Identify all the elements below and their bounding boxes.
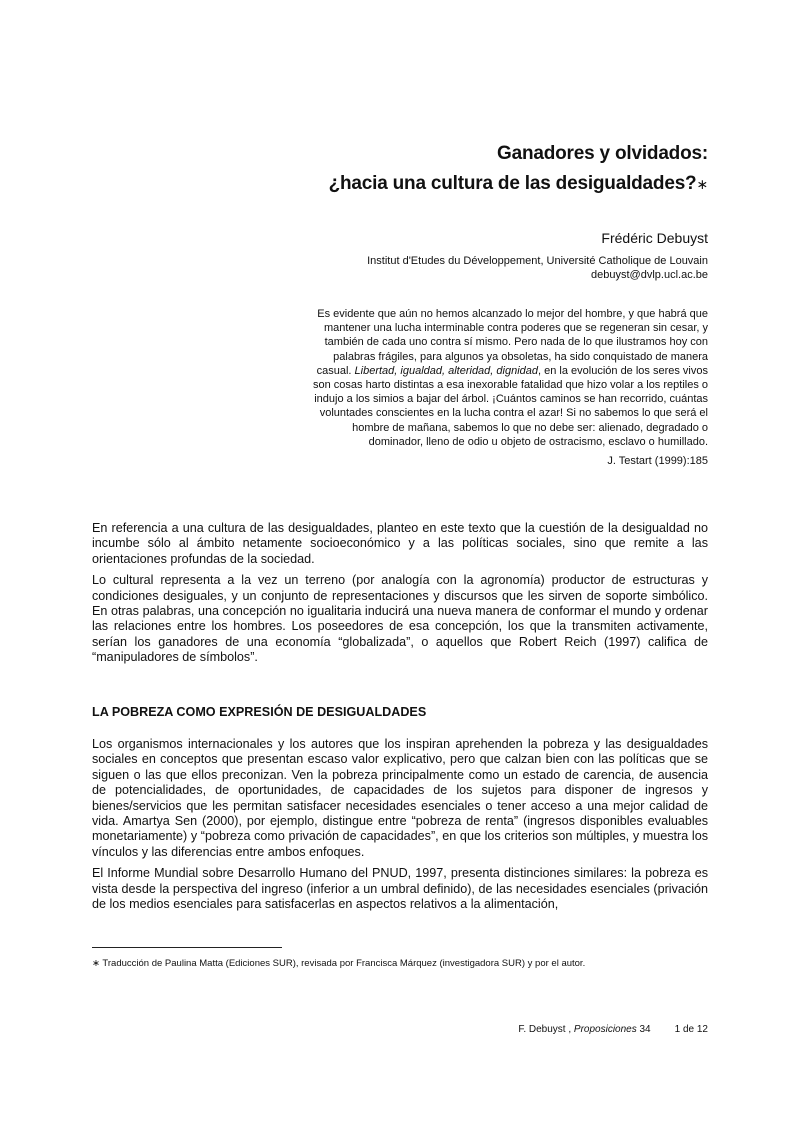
epigraph-text: , en la evolución de los seres vivos [538,364,708,377]
footnote-divider [92,947,282,948]
author-affiliation [367,254,708,282]
epigraph-line: son cosas harto distintas a esa inexorable fatalidad que hizo volar a los reptiles o [312,379,708,392]
epigraph-line: voluntades conscientes en la lucha contra el azar! Si no sabemos lo que será el [319,407,708,420]
footnote-marker: ∗ [92,958,100,969]
footer-issue: 34 [636,1024,651,1035]
section-heading: LA POBREZA COMO EXPRESIÓN DE DESIGUALDADES [92,705,427,719]
paragraph: Los organismos internacionales y los autores que los inspiran aprehenden la pobreza y las desigualdades sociales en conceptos que presentan escaso valor explicativo, pero que calzan bien con las políticas que se siguen o las que ellos preconizan. Ven la pobreza principalmente como un estado de carencia, de ausencia de potencialidades, de oportunidades, de capacidades de los sujetos para disponer de ingresos y bienes/servicios que les permitan satisfacer necesidades esenciales o tener acceso a una mejor calidad de vida. Amartya Sen (2000), por ejemplo, distingue entre “pobreza de renta” (ingresos disponibles evaluables monetariamente) y “pobreza como privación de capacidades”, en que los criterios son múltiples, y muestra los vínculos y las diferencias entre ambos enfoques. [92,737,708,859]
section-body [92,737,708,918]
title-line-2 [329,173,708,195]
footer-author: F. Debuyst , [518,1024,574,1035]
epigraph-line: Es evidente que aún no hemos alcanzado lo mejor del hombre, y que habrá que [317,308,708,320]
title-footnote-marker: ∗ [696,176,708,192]
epigraph-line: dominador, lleno de odio u objeto de ostracismo, esclavo o humillado. [368,435,708,448]
author-name: Frédéric Debuyst [601,230,708,246]
epigraph-line [280,364,708,378]
paragraph: En referencia a una cultura de las desigualdades, planteo en este texto que la cuestión de la desigualdad no incumbe sólo al ámbito netamente socioeconómico y a las políticas sociales, sino que remite a las orientaciones profundas de la sociedad. [92,521,708,566]
page-number: 1 de 12 [674,1024,708,1035]
epigraph-italic: Libertad, igualdad, alteridad, dignidad [354,364,539,377]
paragraph: Lo cultural representa a la vez un terreno (por analogía con la agronomía) productor de estructuras y condiciones desiguales, y un conjunto de representaciones y discursos que les sirven de soporte simbólico. En otras palabras, una concepción no igualitaria inducirá una nueva manera de conformar el mundo y ordenar las relaciones entre los hombres. Los poseedores de esa concepción, los que la transmiten activamente, serían los ganadores de una economía “globalizada”, o aquellos que Robert Reich (1997) califica de “manipuladores de símbolos”. [92,573,708,665]
footnote-text: Traducción de Paulina Matta (Ediciones SUR), revisada por Francisca Márquez (investigadora SUR) y por el autor. [99,958,586,969]
epigraph-line: palabras frágiles, para algunos ya obsoletas, ha sido conquistado de manera [333,350,708,363]
epigraph-line: indujo a los simios a bajar del árbol. ¡Cuántos caminos se han recorrido, cuántas [314,393,708,406]
epigraph-attribution: J. Testart (1999):185 [607,455,708,468]
paragraph: El Informe Mundial sobre Desarrollo Humano del PNUD, 1997, presenta distinciones similares: la pobreza es vista desde la perspectiva del ingreso (inferior a un umbral definido), de las necesidades esenciales (privación de los medios esenciales para satisfacerlas en aspectos relativos a la alimentación, [92,866,708,912]
title-line-1: Ganadores y olvidados: [497,143,708,164]
epigraph [280,307,708,468]
author-email: debuyst@dvlp.ucl.ac.be [591,269,708,281]
author-institution: Institut d'Etudes du Développement, Université Catholique de Louvain [367,255,708,267]
epigraph-line: también de cada uno contra sí mismo. Pero nada de lo que ilustramos hoy con [324,336,708,349]
epigraph-line: hombre de mañana, sabemos lo que no debe ser: alienado, degradado o [352,421,708,434]
epigraph-text: casual. [316,364,355,377]
intro-section [92,521,708,672]
title-text: ¿hacia una cultura de las desigualdades? [328,173,697,194]
page-footer [518,1024,708,1035]
footnote [92,958,585,970]
epigraph-line: mantener una lucha interminable contra poderes que se regeneran sin cesar, y [323,322,708,335]
footer-journal: Proposiciones [573,1024,637,1035]
